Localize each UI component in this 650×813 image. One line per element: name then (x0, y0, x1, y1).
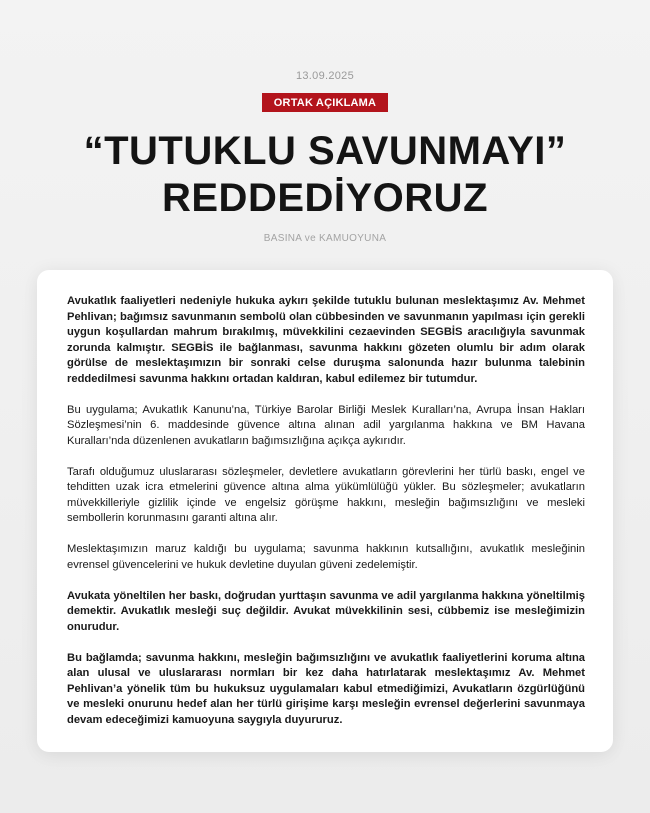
statement-body (67, 294, 585, 744)
date-label: 13.09.2025 (295, 70, 355, 82)
statement-type-badge: ORTAK AÇIKLAMA (262, 93, 388, 112)
title-line-1: “TUTUKLU SAVUNMAYI” (83, 129, 567, 173)
audience-subtitle: BASINA ve KAMUOYUNA (263, 233, 387, 244)
paragraph-4: Meslektaşımızın maruz kaldığı bu uygulama; savunma hakkının kutsallığını, avukatlık mesleğinin evrensel güvencelerini ve hukuk devletine duyulan güveni zedelemiştir. (67, 543, 585, 571)
paragraph-6: Bu bağlamda; savunma hakkını, mesleğin bağımsızlığını ve avukatlık faaliyetlerini koruma altına alan ulusal ve uluslararası normları bir kez daha hatırlatarak meslektaşımız Av. Mehmet Pehlivan’a yönelik tüm bu hukuksuz uygulamaları kabul etmediğimizi, Avukatların özgürlüğünü ve mesleki onurunu hedef alan her türlü girişime karşı mesleğin evrensel değerlerini savunmaya devam edeceğimizi kamuoyuna saygıyla duyururuz. (67, 651, 585, 726)
paragraph-2: Bu uygulama; Avukatlık Kanunu’na, Türkiye Barolar Birliği Meslek Kuralları’na, Avrupa İnsan Hakları Sözleşmesi’nin 6. maddesinde güvence altına alınan adil yargılanma hakkına ve BM Havana Kuralları’nda düzenlenen avukatların bağımsızlığına açıkça aykırıdır. (67, 403, 585, 447)
paragraph-3: Tarafı olduğumuz uluslararası sözleşmeler, devletlere avukatların görevlerini her türlü baskı, engel ve tehditten uzak icra etmelerini güvence altına alma yükümlülüğü yükler. Bu sözleşmeler; avukatların müvekkilleriyle gizlilik içinde ve engelsiz görüşme hakkını, mesleğin bağımsızlığını ve mesleki sembollerin korunmasını garanti altına alır. (67, 465, 585, 524)
paragraph-1: Avukatlık faaliyetleri nedeniyle hukuka aykırı şekilde tutuklu bulunan meslektaşımız Av. Mehmet Pehlivan; bağımsız savunmanın sembolü olan cübbesinden ve savunmanın yapılması için gerekli uygun koşullardan mahrum bırakılmış, müvekkilini cezaevinden SEGBİS aracılığıyla savunmak zorunda kalmıştır. SEGBİS ile bağlanması, savunma hakkını gözeten olumlu bir adım olarak görülse de meslektaşımızın bir sonraki celse duruşma salonunda hazır bulunma talebinin reddedilmesi savunma hakkını ortadan kaldıran, kabul edilemez bir tutumdur. (67, 295, 585, 385)
title-line-2: REDDEDİYORUZ (161, 176, 489, 220)
page-title (0, 128, 650, 222)
paragraph-5: Avukata yöneltilen her baskı, doğrudan yurttaşın savunma ve adil yargılanma hakkına yöneltilmiş demektir. Avukatlık mesleği suç değildir. Avukat müvekkilinin sesi, cübbemiz ise mesleğimizin onurudur. (67, 589, 585, 633)
